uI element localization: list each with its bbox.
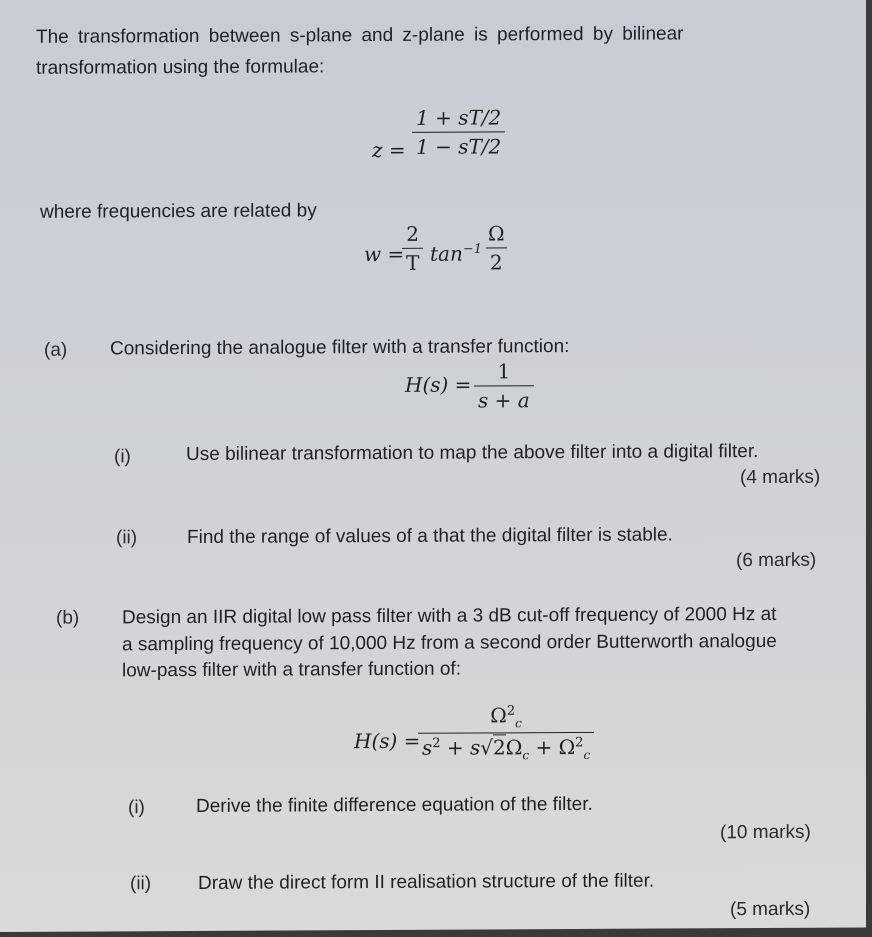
part-a-ii-text: Find the range of values of a that the digital filter is stable.: [187, 524, 673, 549]
part-b-label: (b): [56, 607, 80, 629]
part-b-line-3: low-pass filter with a transfer function of:: [122, 658, 461, 682]
part-b-eq-num-omega: Ω: [490, 703, 507, 728]
part-b-eq-den-omega: Ω: [505, 735, 523, 760]
intro-line-2: transformation using the formulae:: [36, 56, 325, 79]
part-b-eq-den-s: s: [422, 735, 433, 760]
part-b-eq-den-sup: 2: [575, 735, 584, 751]
part-a-text: Considering the analogue filter with a transfer function:: [110, 336, 570, 360]
eq-w-frac-2-num: Ω: [488, 221, 505, 246]
eq-w-tan: [430, 241, 482, 265]
eq-w-frac-2-den: 2: [486, 247, 507, 274]
part-b-ii-marks: (5 marks): [730, 898, 811, 921]
eq-w-frac-1: [402, 222, 423, 275]
part-b-eq-den-s-sup: 2: [432, 736, 441, 752]
eq-w-lhs: w =: [364, 241, 405, 267]
part-a-eq-fraction: [474, 359, 534, 412]
part-b-eq-den-plus-s: + s: [440, 735, 481, 760]
part-b-eq-den-omega-sub: c: [522, 748, 530, 763]
part-b-i-marks: (10 marks): [720, 821, 811, 844]
part-a-eq-num: 1: [497, 359, 511, 384]
part-b-i-label: (i): [128, 797, 145, 819]
part-b-eq-den: [418, 732, 594, 763]
part-b-eq-num-sup: 2: [506, 703, 516, 719]
part-b-eq-num-sub: c: [515, 716, 522, 731]
part-b-eq-den-root: 2: [493, 735, 506, 760]
part-b-eq-lhs: H(s) =: [354, 728, 421, 754]
part-a-ii-marks: (6 marks): [736, 549, 817, 572]
eq-w-frac-2: [484, 221, 509, 274]
part-b-eq-fraction: [418, 703, 594, 763]
part-b-eq-num: [486, 703, 526, 732]
part-a-eq-den: s + a: [474, 385, 534, 412]
part-a-i-marks: (4 marks): [740, 466, 821, 489]
part-b-ii-text: Draw the direct form II realisation structure of the filter.: [198, 870, 655, 894]
eq-z-numerator: 1 + sT/2: [416, 105, 502, 130]
part-a-i-label: (i): [114, 446, 131, 468]
sqrt-icon: √: [480, 735, 494, 760]
part-b-line-1: Design an IIR digital low pass filter with a 3 dB cut-off frequency of 2000 Hz at: [122, 603, 777, 629]
part-b-line-2: a sampling frequency of 10,000 Hz from a second order Butterworth analogue: [122, 630, 777, 656]
part-b-eq-den-plus-omega: + Ω: [529, 734, 576, 760]
part-a-ii-label: (ii): [116, 527, 138, 549]
intro-line-1: The transformation between s-plane and z-plane is performed by bilinear: [36, 23, 684, 48]
part-b-eq-den-sub: c: [583, 747, 591, 762]
eq-w-func: tan: [430, 241, 463, 266]
eq-w-exp: −1: [462, 241, 483, 257]
freq-text: where frequencies are related by: [40, 200, 317, 223]
part-b-i-text: Derive the finite difference equation of the filter.: [196, 793, 593, 817]
part-a-eq-lhs: H(s) =: [405, 372, 472, 397]
eq-z-lhs: z =: [372, 137, 406, 163]
eq-z-denominator: 1 − sT/2: [412, 131, 505, 158]
eq-w-frac-1-den: T: [402, 248, 423, 275]
part-a-i-text: Use bilinear transformation to map the above filter into a digital filter.: [186, 441, 759, 466]
eq-z-fraction: [412, 105, 505, 158]
part-a-label: (a): [44, 339, 68, 361]
part-b-ii-label: (ii): [130, 873, 152, 895]
eq-w-frac-1-num: 2: [406, 221, 420, 246]
